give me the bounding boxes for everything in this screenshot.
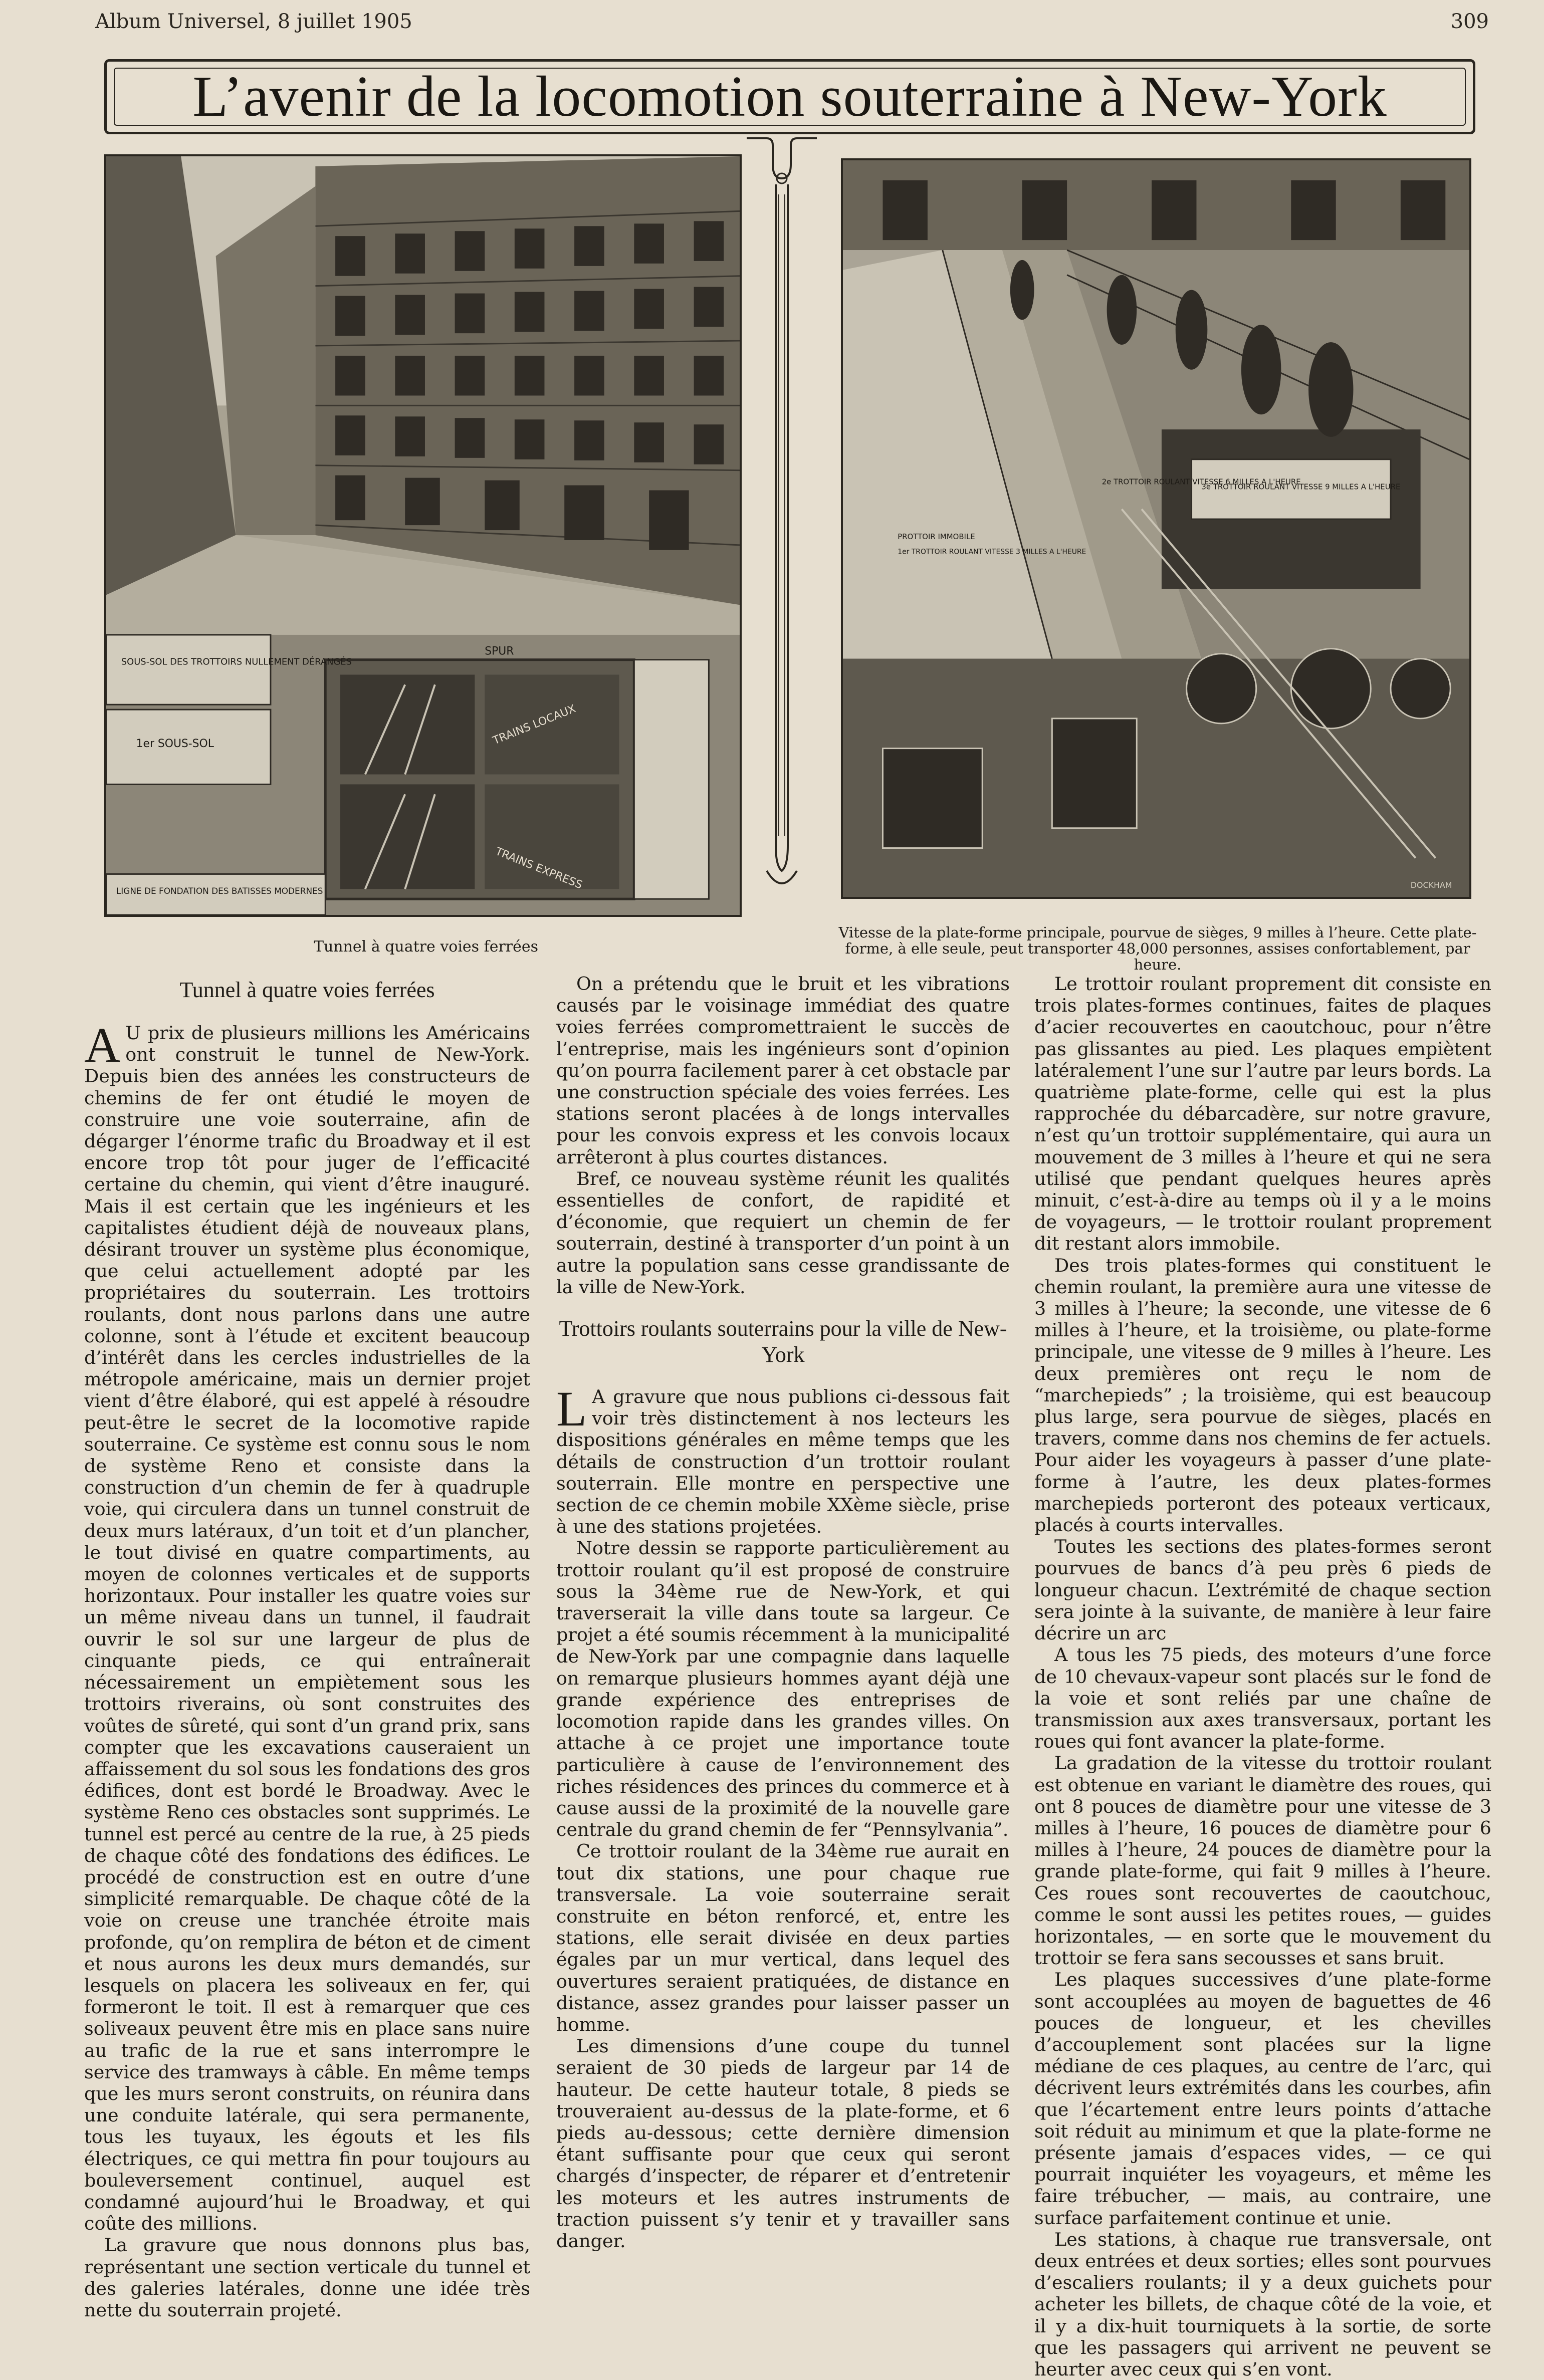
running-head: [95, 10, 1489, 35]
label-trains-locaux: TRAINS LOCAUX: [491, 702, 578, 748]
label-plate-1b: 1er TROTTOIR ROULANT VITESSE 3 MILLES A L'HEURE: [898, 548, 1086, 556]
moving-sidewalk-illustration: [841, 158, 1471, 899]
label-spur: SPUR: [485, 645, 514, 658]
paragraph: Le trottoir roulant proprement dit consiste en trois plates-formes continues, faites de plaques d’acier recouvertes en caoutchouc, pour n’être pas glissantes au pied. Les plaques empiètent latéralement l’une sur l’autre par leurs bords. La quatrième plate-forme, celle qui est la plus rapprochée du débarcadère, sur notre gravure, n’est qu’un trottoir supplémentaire, qui aura un mouvement de 3 milles à l’heure et qui ne sera utilisé que pendant quelques heures après minuit, c’est-à-dire au temps où il y a le moins de voyageurs, — le trottoir roulant proprement dit restant alors immobile.: [1034, 973, 1491, 1255]
page-title: L’avenir de la locomotion souterraine à New-York: [192, 64, 1387, 129]
label-trains-express: TRAINS EXPRESS: [493, 845, 584, 892]
paragraph-text: U prix de plusieurs millions les Américains ont construit le tunnel de New-York. Depuis bien des années les constructeurs de chemins de fer ont étudié le moyen de construire une voie souterraine, afin de dégarger l’énorme trafic du Broadway et il est encore trop tôt pour juger de l’efficacité certaine du chemin, qui vient d’être inauguré. Mais il est certain que les ingénieurs et les capitalistes étudient déjà de nouveaux plans, désirant trouver un système plus économique, que celui actuellement adopté par les propriétaires du souterrain. Les trottoirs roulants, dont nous parlons dans une autre colonne, sont à l’étude et excitent beaucoup d’intérêt dans les cercles industrielles de la métropole américaine, mais un dernier projet vient d’être élaboré, qui est appelé à résoudre peut-être le secret de la locomotive rapide souterraine. Ce système est connu sous le nom de système Reno et consiste dans la construction d’un chemin de fer à quadruple voie, qui circulera dans un tunnel construit de deux murs latéraux, d’un toit et d’un plancher, le tout divisé en quatre compartiments, au moyen de colonnes verticales et de supports horizontaux. Pour installer les quatre voies sur un même niveau dans un tunnel, il faudrait ouvrir le sol sur une largeur de plus de cinquante pieds, ce qui entraînerait nécessairement un empiètement sous les trottoirs riverains, où sont construites des voûtes de sûreté, qui sont d’un grand prix, sans compter que les excavations causeraient un affaissement du sol sous les fondations des gros édifices, dont est bordé le Broadway. Avec le système Reno ces obstacles sont supprimés. Le tunnel est percé au centre de la rue, à 25 pieds de chaque côté des fondations des édifices. Le procédé de construction est en outre d’une simplicité remarquable. De chaque côté de la voie on creuse une tranchée étroite mais profonde, qu’on remplira de béton et de ciment et nous aurons les deux murs demandés, sur lesquels on placera les soliveaux en fer, qui formeront le toit. Il est à remarquer que ces soliveaux peuvent être mis en place sans nuire au trafic de la rue et sans interrompre le service des tramways à câble. En même temps que les murs seront construits, on réunira dans une conduite latérale, qui sera permanente, tous les tuyaux, les égouts et les fils électriques, ce qui mettra fin pour toujours au bouleversement continuel, auquel est condamné aujourd’hui le Broadway, et qui coûte des millions.: [84, 1022, 530, 2235]
paragraph: [556, 1381, 1010, 1538]
section-heading-tunnel: Tunnel à quatre voies ferrées: [179, 978, 435, 1002]
paragraph: Ce trottoir roulant de la 34ème rue aurait en tout dix stations, une pour chaque rue transversale. La voie souterraine serait construite en béton renforcé, et, entre les stations, elle serait divisée en deux parties égales par un mur vertical, dans lequel des ouvertures seraient pratiquées, de distance en distance, assez grandes pour laisser passer un homme.: [556, 1840, 1010, 2035]
caption-right: Vitesse de la plate-forme principale, pourvue de sièges, 9 milles à l’heure. Cette plate-forme, à elle seule, peut transporter 48,000 personnes, assises confortablement, par heure.: [838, 924, 1477, 973]
paragraph: Notre dessin se rapporte particulièrement au trottoir roulant qu’il est proposé de construire sous la 34ème rue de New-York, et qui traverserait la ville dans toute sa largeur. Ce projet a été soumis récemment à la municipalité de New-York par une compagnie dans laquelle on remarque plusieurs hommes ayant déjà une grande expérience des entreprises de locomotion rapide dans les grandes villes. On attache à ce projet une importance toute particulière à cause de l’environnement des riches résidences des princes du commerce et à cause aussi de la proximité de la nouvelle gare centrale du grand chemin de fer “Pennsylvania”.: [556, 1537, 1010, 1841]
paragraph: Les stations, à chaque rue transversale, ont deux entrées et deux sorties; elles sont pourvues d’escaliers roulants; il y a deux guichets pour acheter les billets, de chaque côté de la voie, et il y a dix-huit tourniquets à la sortie, de sorte que les passagers qui arrivent ne peuvent se heurter avec ceux qui s’en vont.: [1034, 2228, 1491, 2380]
article-column-3: [1034, 973, 1491, 2380]
label-fondation: LIGNE DE FONDATION DES BATISSES MODERNES: [116, 886, 323, 896]
page-number: 309: [1450, 10, 1489, 33]
label-sous-sol: SOUS-SOL DES TROTTOIRS NULLEMENT DÉRANGÉS: [121, 656, 352, 667]
label-premier-sous-sol: 1er SOUS-SOL: [136, 737, 214, 750]
title-frame: [104, 59, 1475, 134]
paragraph: On a prétendu que le bruit et les vibrations causés par le voisinage immédiat des quatre voies ferrées compromettraient le succès de l’entreprise, mais les ingénieurs sont d’opinion qu’on pourra facilement parer à cet obstacle par une construction spéciale des voies ferrées. Les stations seront placées à de longs intervalles pour les convois express et les convois locaux arrêteront à plus courtes distances.: [556, 973, 1010, 1168]
paragraph: Les plaques successives d’une plate-forme sont accouplées au moyen de baguettes de 46 pouces de longueur, et les chevilles d’accouplement sont placées sur la ligne médiane de ces plaques, au centre de l’arc, qui décrivent leurs extrémités dans les courbes, afin que l’écartement entre leurs points d’attache soit réduit au minimum et que la plate-forme ne présente jamais d’espaces vides, — ce qui pourrait inquiéter les voyageurs, et même les faire trébucher, — mais, au contraire, une surface parfaitement continue et unie.: [1034, 1969, 1491, 2229]
label-plate-1: PROTTOIR IMMOBILE: [898, 532, 975, 541]
paragraph: [84, 1017, 530, 2235]
publication-name: Album Universel, 8 juillet 1905: [95, 10, 412, 33]
article-column-1: [84, 1017, 530, 2321]
article-column-2: [556, 973, 1010, 2252]
caption-left: Tunnel à quatre voies ferrées: [313, 938, 539, 956]
paragraph: La gradation de la vitesse du trottoir roulant est obtenue en variant le diamètre des roues, qui ont 8 pouces de diamètre pour une vitesse de 3 milles à l’heure, 16 pouces de diamètre pour 6 milles à l’heure, 24 pouces de diamètre pour la grande plate-forme, qui fait 9 milles à l’heure. Ces roues sont recouvertes de caoutchouc, comme le sont aussi les petites roues, — guides horizontales, — en sorte que le mouvement du trottoir se fera sans secousses et sans bruit.: [1034, 1752, 1491, 1969]
paragraph-text: A gravure que nous publions ci-dessous fait voir très distinctement à nos lecteurs les dispositions générales en même temps que les détails de construction d’un trottoir roulant souterrain. Elle montre en perspective une section de ce chemin mobile XXème siècle, prise à une des stations projetées.: [556, 1386, 1010, 1538]
paragraph: Des trois plates-formes qui constituent le chemin roulant, la première aura une vitesse de 3 milles à l’heure; la seconde, une vitesse de 6 milles à l’heure, et la troisième, ou plate-forme principale, une vitesse de 9 milles à l’heure. Les deux premières ont reçu le nom de “marchepieds” ; la troisième, qui est beaucoup plus large, sera pourvue de sièges, placés en travers, comme dans nos chemins de fer actuels. Pour aider les voyageurs à passer d’une plate-forme à l’autre, les deux plates-formes marchepieds porteront des poteaux verticaux, placés à courts intervalles.: [1034, 1254, 1491, 1536]
ornament-divider: [747, 134, 817, 896]
paragraph: La gravure que nous donnons plus bas, représentant une section verticale du tunnel et des galeries latérales, donne une idée très nette du souterrain projeté.: [84, 2234, 530, 2321]
label-plate-3: 3e TROTTOIR ROULANT VITESSE 9 MILLES A L'HEURE: [1201, 482, 1401, 492]
tunnel-illustration: [104, 154, 742, 917]
dropcap: L: [556, 1381, 587, 1437]
section-heading-trottoirs: Trottoirs roulants souterrains pour la ville de New-York: [559, 1316, 1007, 1367]
label-plate-2: 2e TROTTOIR ROULANT VITESSE 6 MILLES A L'HEURE: [1101, 477, 1301, 487]
paragraph: Toutes les sections des plates-formes seront pourvues de bancs d’à peu près 6 pieds de longueur chacun. L’extrémité de chaque section sera jointe à la suivante, de manière à leur faire décrire un arc: [1034, 1536, 1491, 1644]
paragraph: Bref, ce nouveau système réunit les qualités essentielles de confort, de rapidité et d’économie, que requiert un chemin de fer souterrain, destiné à transporter d’un point à un autre la population sans cesse grandissante de la ville de New-York.: [556, 1167, 1010, 1298]
paragraph: A tous les 75 pieds, des moteurs d’une force de 10 chevaux-vapeur sont placés sur le fond de la voie et sont reliés par une chaîne de transmission aux axes transversaux, portant les roues qui font avancer la plate-forme.: [1034, 1644, 1491, 1753]
paragraph: Les dimensions d’une coupe du tunnel seraient de 30 pieds de largeur par 14 de hauteur. De cette hauteur totale, 8 pieds se trouveraient au-dessus de la plate-forme, et 6 pieds au-dessous; cette dernière dimension étant suffisante pour que ceux qui seront chargés d’inspecter, de réparer et d’entretenir les moteurs et les autres instruments de traction puissent s’y tenir et y travailler sans danger.: [556, 2035, 1010, 2252]
artist-signature: DOCKHAM: [1410, 880, 1452, 890]
dropcap: A: [84, 1017, 121, 1073]
